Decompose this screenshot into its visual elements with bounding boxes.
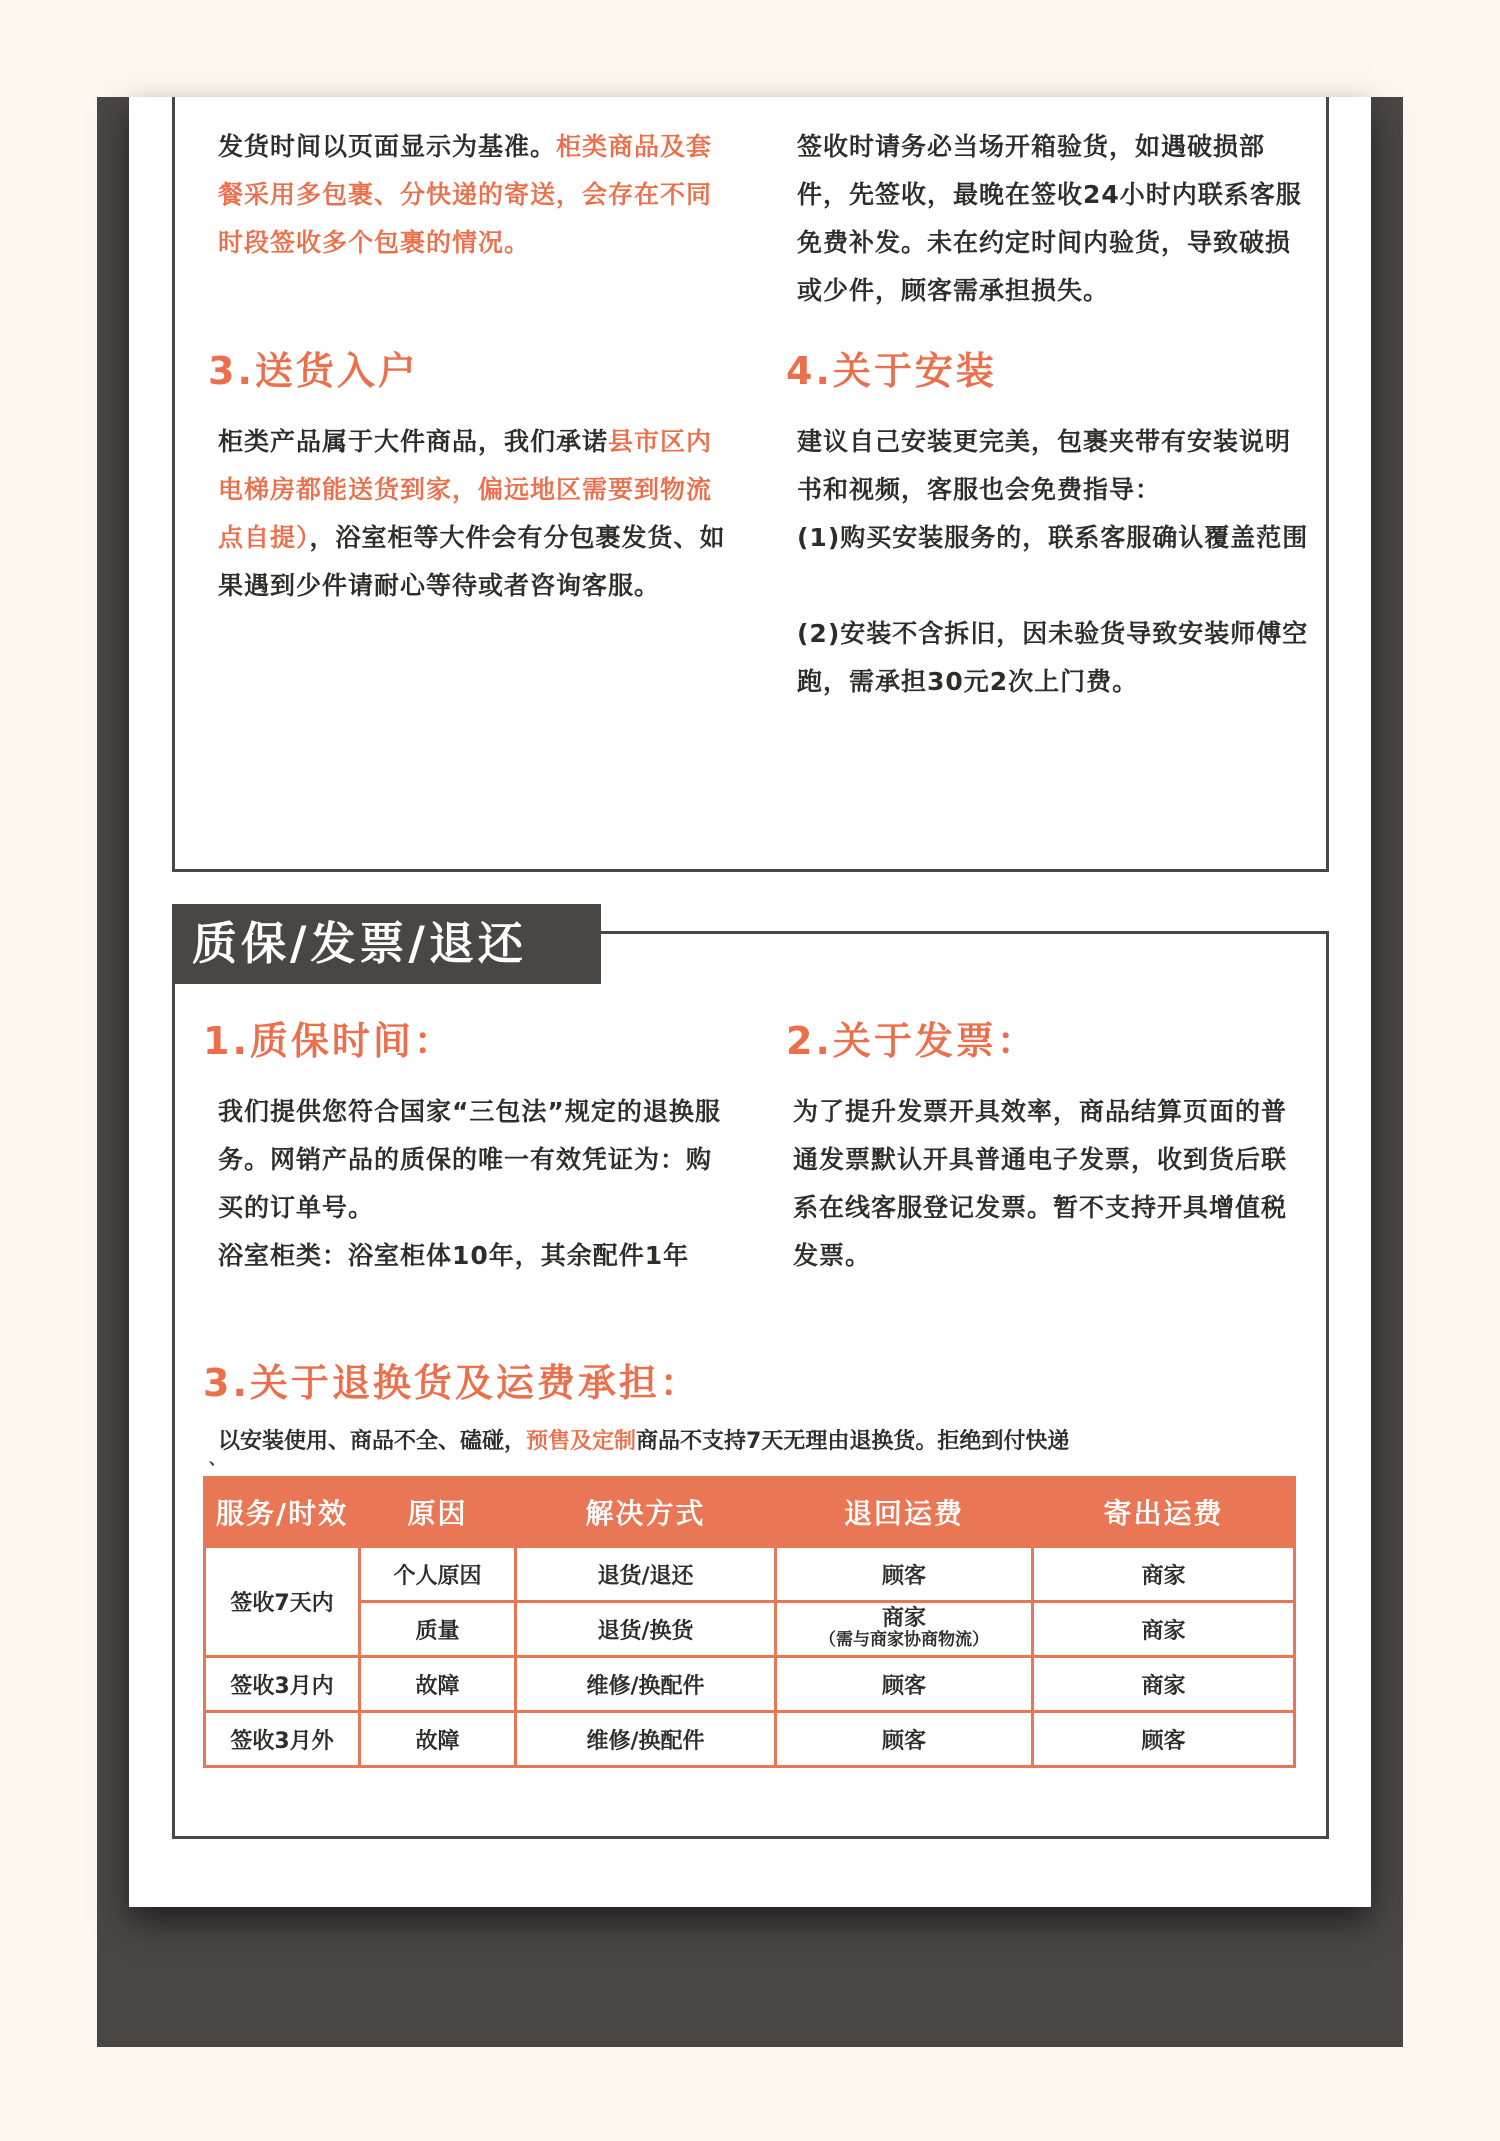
cell-return-fee: 顾客 xyxy=(776,1712,1033,1767)
returns-title: 3.关于退换货及运费承担： xyxy=(203,1361,701,1405)
delivery-home-highlight: 县市区内电梯房都能送货到家，偏远地区需要到物流点自提） xyxy=(218,427,713,552)
delivery-home-title: 3.送货入户 xyxy=(208,349,419,393)
invoice-title: 2.关于发票： xyxy=(786,1019,1038,1063)
returns-note-tail: 、 xyxy=(209,1449,226,1468)
header-return-fee: 退回运费 xyxy=(776,1478,1033,1547)
invoice-text: 为了提升发票开具效率，商品结算页面的普通发票默认开具普通电子发票，收到货后联系在线客服登记发票。暂不支持开具增值税发票。 xyxy=(793,1097,1288,1270)
return-fee-main: 商家 xyxy=(881,1606,926,1631)
table-row xyxy=(205,1547,1295,1602)
cell-send-fee: 商家 xyxy=(1033,1602,1295,1657)
cell-send-fee: 商家 xyxy=(1033,1547,1295,1602)
cell-solution: 维修/换配件 xyxy=(516,1657,776,1712)
cell-return-fee xyxy=(776,1602,1033,1657)
header-period: 服务/时效 xyxy=(205,1478,360,1547)
installation-text1: 建议自己安装更完美，包裹夹带有安装说明书和视频，客服也会免费指导： xyxy=(797,427,1292,504)
warranty-text1: 我们提供您符合国家“三包法”规定的退换服务。网销产品的质保的唯一有效凭证为：购买的订单号。 xyxy=(218,1097,721,1222)
return-fee-sub: （需与商家协商物流） xyxy=(819,1630,989,1650)
table-row xyxy=(205,1712,1295,1767)
returns-note-part2: 商品不支持7天无理由退换货。拒绝到付快递 xyxy=(636,1429,1070,1454)
cell-period: 签收3月外 xyxy=(205,1712,360,1767)
delivery-home-text xyxy=(218,418,728,610)
cell-reason: 个人原因 xyxy=(360,1547,516,1602)
installation-text3: (2)安装不含拆旧，因未验货导致安装师傅空跑，需承担30元2次上门费。 xyxy=(797,619,1309,696)
signing-note: 签收时请务必当场开箱验货，如遇破损部件，先签收，最晚在签收24小时内联系客服免费补发。未在约定时间内验货，导致破损或少件，顾客需承担损失。 xyxy=(797,132,1302,305)
delivery-intro-highlight: 柜类商品及套餐采用多包裹、分快递的寄送，会存在不同时段签收多个包裹的情况。 xyxy=(218,132,713,257)
delivery-home-part1: 柜类产品属于大件商品，我们承诺 xyxy=(218,427,609,456)
cell-solution: 维修/换配件 xyxy=(516,1712,776,1767)
returns-table xyxy=(203,1476,1296,1768)
delivery-intro-plain: 发货时间以页面显示为基准。 xyxy=(218,132,557,161)
header-solution: 解决方式 xyxy=(516,1478,776,1547)
cell-period: 签收7天内 xyxy=(205,1547,360,1657)
table-header-row xyxy=(205,1478,1295,1547)
installation-text2: (1)购买安装服务的，联系客服确认覆盖范围 xyxy=(797,523,1309,552)
cell-period: 签收3月内 xyxy=(205,1657,360,1712)
cell-return-fee: 顾客 xyxy=(776,1657,1033,1712)
warranty-text2: 浴室柜类：浴室柜体10年，其余配件1年 xyxy=(218,1241,690,1270)
cell-solution: 退货/换货 xyxy=(516,1602,776,1657)
cell-reason: 故障 xyxy=(360,1712,516,1767)
returns-note-part1: 以安装使用、商品不全、磕碰， xyxy=(218,1429,527,1454)
table-row xyxy=(205,1602,1295,1657)
cell-send-fee: 商家 xyxy=(1033,1657,1295,1712)
section-title-tab: 质保/发票/退还 xyxy=(172,904,601,984)
cell-return-fee: 顾客 xyxy=(776,1547,1033,1602)
installation-title: 4.关于安装 xyxy=(786,349,997,393)
header-reason: 原因 xyxy=(360,1478,516,1547)
delivery-home-part2: ，浴室柜等大件会有分包裹发货、如果遇到少件请耐心等待或者咨询客服。 xyxy=(218,523,726,600)
cell-send-fee: 顾客 xyxy=(1033,1712,1295,1767)
warranty-title: 1.质保时间： xyxy=(203,1019,455,1063)
cell-solution: 退货/退还 xyxy=(516,1547,776,1602)
delivery-intro-text xyxy=(218,123,728,267)
returns-note xyxy=(218,1424,1069,1455)
cell-reason: 故障 xyxy=(360,1657,516,1712)
returns-note-highlight: 预售及定制 xyxy=(526,1429,637,1454)
cell-reason: 质量 xyxy=(360,1602,516,1657)
header-send-fee: 寄出运费 xyxy=(1033,1478,1295,1547)
table-row xyxy=(205,1657,1295,1712)
